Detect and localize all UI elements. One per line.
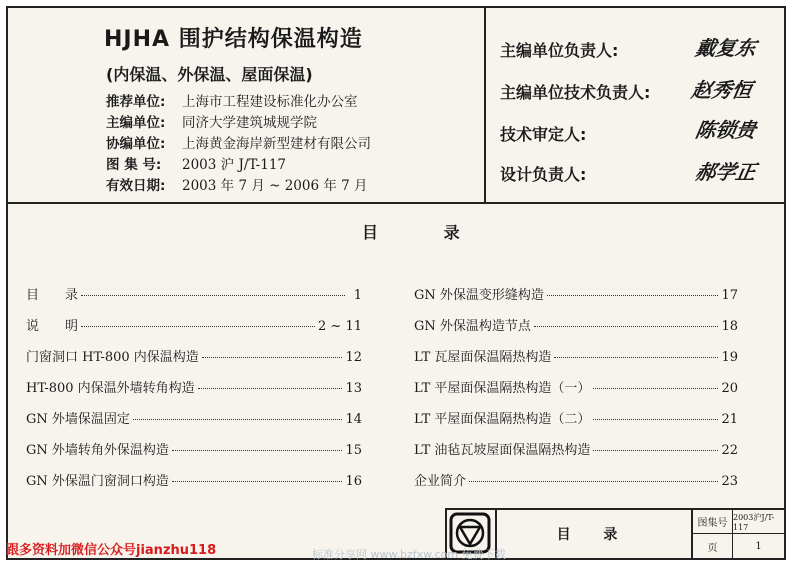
toc-right-column <box>414 284 738 501</box>
leader-dots <box>133 419 343 420</box>
info-value: 2003 沪 J/T-117 <box>182 157 286 173</box>
toc-label: GN 外保温门窗洞口构造 <box>26 474 169 489</box>
leader-dots <box>81 295 345 296</box>
toc-label: LT 瓦屋面保温隔热构造 <box>414 350 552 365</box>
toc-item[interactable] <box>414 346 738 377</box>
leader-dots <box>172 481 343 482</box>
info-row-validity <box>106 174 368 194</box>
leader-dots <box>202 357 343 358</box>
leader-dots <box>547 295 719 296</box>
toc-label: LT 平屋面保温隔热构造（二） <box>414 412 591 427</box>
info-row-co-editor <box>106 132 371 152</box>
header-responsibles-panel <box>486 8 784 204</box>
toc-page: 21 <box>721 412 738 427</box>
toc-page: 16 <box>345 474 362 489</box>
leader-dots <box>172 450 343 451</box>
info-row-recommend <box>106 90 358 110</box>
toc-page: 19 <box>721 350 738 365</box>
responsible-role: 主编单位负责人: <box>500 41 619 60</box>
atlas-number-label: 图集号 <box>693 510 733 534</box>
toc-page: 2 ~ 11 <box>318 319 362 334</box>
toc-left-column <box>26 284 362 501</box>
toc-item[interactable] <box>414 284 738 315</box>
toc-label: 说 明 <box>26 319 79 334</box>
toc-page: 1 <box>353 288 362 303</box>
info-key: 图 集 号: <box>106 157 162 173</box>
watermark-text: 标准分享网 www.bzfxw.com 免费下载 <box>312 548 506 561</box>
info-key: 协编单位: <box>106 136 166 152</box>
info-row-editor <box>106 111 317 131</box>
toc-item[interactable] <box>26 377 362 408</box>
page-label: 页 <box>693 534 733 558</box>
info-key: 主编单位: <box>106 115 166 131</box>
toc-item[interactable] <box>26 346 362 377</box>
drawing-sheet <box>6 6 786 560</box>
toc-item[interactable] <box>414 470 738 501</box>
page-number: 1 <box>755 540 762 552</box>
leader-dots <box>81 326 315 327</box>
atlas-number-value: 2003沪J/T-117 <box>733 510 784 534</box>
leader-dots <box>554 357 718 358</box>
toc-page: 18 <box>721 319 738 334</box>
toc-label: GN 外保温构造节点 <box>414 319 531 334</box>
signature: 赵秀恒 <box>689 78 754 102</box>
header-info-panel <box>8 8 486 204</box>
leader-dots <box>534 326 719 327</box>
toc-item[interactable] <box>414 439 738 470</box>
toc-item[interactable] <box>414 377 738 408</box>
info-key: 推荐单位: <box>106 94 166 110</box>
sheet-name: 目 录 <box>497 510 693 558</box>
leader-dots <box>593 388 718 389</box>
leader-dots <box>198 388 343 389</box>
info-value: 上海市工程建设标准化办公室 <box>182 94 358 110</box>
leader-dots <box>469 481 718 482</box>
toc-item[interactable] <box>26 284 362 315</box>
toc-label: LT 平屋面保温隔热构造（一） <box>414 381 591 396</box>
promo-text: 跟多资料加微信公众号jianzhu118 <box>6 543 217 558</box>
signature: 戴复东 <box>693 36 758 60</box>
leader-dots <box>593 450 718 451</box>
toc-label: GN 外保温变形缝构造 <box>414 288 544 303</box>
info-key: 有效日期: <box>106 178 166 194</box>
signature: 郝学正 <box>693 160 758 184</box>
atlas-subtitle: (内保温、外保温、屋面保温) <box>106 65 313 84</box>
toc-label: HT-800 内保温外墙转角构造 <box>26 381 195 396</box>
responsible-role: 主编单位技术负责人: <box>500 83 651 102</box>
atlas-title: HJHA 围护结构保温构造 <box>104 27 363 52</box>
toc-item[interactable] <box>26 315 362 346</box>
responsible-role: 设计负责人: <box>500 165 587 184</box>
toc-label: GN 外墙转角外保温构造 <box>26 443 169 458</box>
responsible-role: 技术审定人: <box>500 125 587 144</box>
toc-page: 20 <box>721 381 738 396</box>
toc-page: 14 <box>345 412 362 427</box>
info-value: 上海黄金海岸新型建材有限公司 <box>182 136 371 152</box>
info-value: 同济大学建筑城规学院 <box>182 115 317 131</box>
toc-label: GN 外墙保温固定 <box>26 412 130 427</box>
toc-page: 15 <box>345 443 362 458</box>
toc-item[interactable] <box>414 315 738 346</box>
info-value: 2003 年 7 月 ~ 2006 年 7 月 <box>182 178 368 194</box>
signature: 陈锁贵 <box>693 118 758 142</box>
toc-page: 22 <box>721 443 738 458</box>
toc-item[interactable] <box>414 408 738 439</box>
toc-label: 目 录 <box>26 288 79 303</box>
toc-page: 12 <box>345 350 362 365</box>
toc-item[interactable] <box>26 408 362 439</box>
toc-page: 17 <box>721 288 738 303</box>
info-row-atlas-number <box>106 153 286 173</box>
toc-label: 门窗洞口 HT-800 内保温构造 <box>26 350 199 365</box>
toc-label: 企业简介 <box>414 474 467 489</box>
toc-label: LT 油毡瓦坡屋面保温隔热构造 <box>414 443 591 458</box>
leader-dots <box>593 419 718 420</box>
toc-heading: 目 录 <box>362 223 490 242</box>
toc-item[interactable] <box>26 470 362 501</box>
toc-item[interactable] <box>26 439 362 470</box>
toc-page: 23 <box>721 474 738 489</box>
toc-page: 13 <box>345 381 362 396</box>
